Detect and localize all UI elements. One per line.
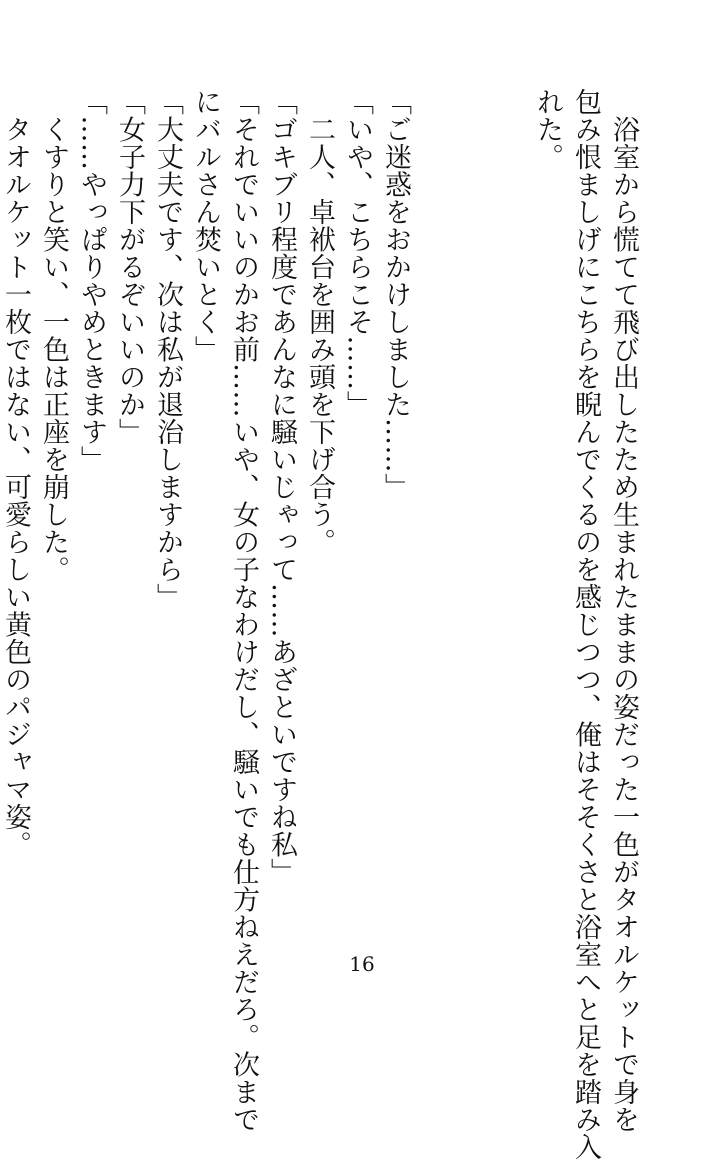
text-line: 「ゴキブリ程度であんなに騒いじゃって……あざといですね私」 xyxy=(266,88,297,886)
text-line: 二人、卓袱台を囲み頭を下げ合う。 xyxy=(304,88,335,556)
text-line: タオルケット一枚ではない、可愛らしい黄色のパジャマ姿。 xyxy=(0,88,31,858)
text-line: 浴室から慌てて飛び出したため生まれたままの姿だった一色がタオルケットで身を xyxy=(608,88,639,1133)
text-line: 「女子力下がるぞいいのか」 xyxy=(114,88,145,446)
blank-line xyxy=(414,88,452,948)
text-line: くすりと笑い、一色は正座を崩した。 xyxy=(38,88,69,583)
blank-line xyxy=(452,88,490,948)
text-line: 「……やっぱりやめときます」 xyxy=(76,88,107,473)
text-line: 「大丈夫です、次は私が退治しますから」 xyxy=(152,88,183,611)
page-number: 16 xyxy=(349,952,375,976)
blank-line xyxy=(490,88,528,948)
text-line: 「ご迷惑をおかけしました……」 xyxy=(380,88,411,501)
text-line: 包み恨ましげにこちらを睨んでくるのを感じつつ、俺はそそくさと浴室へと足を踏み入 xyxy=(570,88,601,1161)
text-line: れた。 xyxy=(532,88,563,171)
text-line: にバルさん焚いとく」 xyxy=(190,88,221,363)
text-line: 「それでいいのかお前……いや、女の子なわけだし、騒いでも仕方ねえだろ。次まで xyxy=(228,88,259,1133)
text-line: 「いや、こちらこそ……」 xyxy=(342,88,373,418)
